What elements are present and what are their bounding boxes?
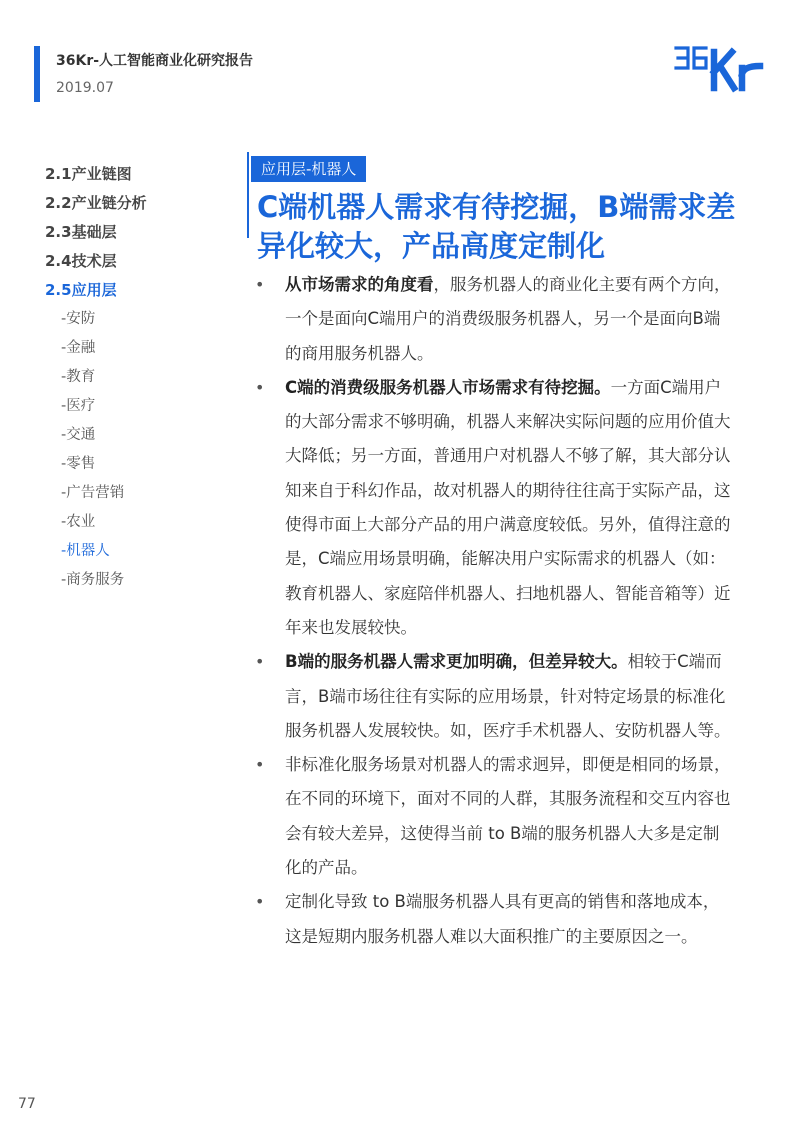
bullet-dot-icon: • xyxy=(255,377,265,397)
toc-item[interactable]: 2.2产业链分析 xyxy=(45,194,147,212)
bullet-body-text: 非标准化服务场景对机器人的需求迥异，即便是相同的场景，在不同的环境下，面对不同的人群，其服务流程和交互内容也会有较大差异，这使得当前 to B端的服务机器人大多是定制化的产品。 xyxy=(285,755,731,878)
page-number: 77 xyxy=(18,1096,36,1112)
toc-item[interactable]: -交通 xyxy=(61,427,96,443)
table-of-contents xyxy=(45,160,225,595)
report-title: 36Kr-人工智能商业化研究报告 xyxy=(56,53,254,69)
bullet-body-text: 定制化导致 to B端服务机器人具有更高的销售和落地成本，这是短期内服务机器人难以大面积推广的主要原因之一。 xyxy=(285,892,720,946)
section-accent-line xyxy=(247,152,249,238)
bullet-body-text: 一方面C端用户的大部分需求不够明确，机器人来解决实际问题的应用价值大大降低；另一方面，普通用户对机器人不够了解，其大部分认知来自于科幻作品，故对机器人的期待往往高于实际产品，这使得市面上大部分产品的用户满意度较低。另外，值得注意的是，C端应用场景明确，能解决用户实际需求的机器人（如：教育机器人、家庭陪伴机器人、扫地机器人、智能音箱等）近年来也发展较快。 xyxy=(285,377,731,637)
brand-logo xyxy=(672,38,772,98)
bullet-dot-icon: • xyxy=(255,755,265,775)
toc-item[interactable]: 2.1产业链图 xyxy=(45,165,132,183)
bullet-item xyxy=(255,371,735,645)
toc-item[interactable]: -零售 xyxy=(61,456,96,472)
bullet-lead-text: 从市场需求的角度看 xyxy=(285,275,434,294)
toc-item[interactable]: -安防 xyxy=(61,311,96,327)
bullet-dot-icon: • xyxy=(255,652,265,672)
bullet-body-text: ，服务机器人的商业化主要有两个方向，一个是面向C端用户的消费级服务机器人，另一个是面向B端的商用服务机器人。 xyxy=(285,275,731,363)
bullet-item xyxy=(255,645,735,748)
toc-item[interactable]: -医疗 xyxy=(61,398,96,414)
bullet-body-text: 相较于C端而言，B端市场往往有实际的应用场景，针对特定场景的标准化服务机器人发展较快。如，医疗手术机器人、安防机器人等。 xyxy=(285,652,731,740)
report-date: 2019.07 xyxy=(56,80,114,96)
toc-item[interactable]: -金融 xyxy=(61,340,96,356)
bullet-item xyxy=(255,268,735,371)
toc-item[interactable]: 2.5应用层 xyxy=(45,281,117,299)
body-bullet-list xyxy=(255,268,735,954)
toc-item[interactable]: -教育 xyxy=(61,369,96,385)
bullet-lead-text: C端的消费级服务机器人市场需求有待挖掘。 xyxy=(285,377,611,397)
toc-item[interactable]: 2.3基础层 xyxy=(45,223,117,241)
toc-item[interactable]: -广告营销 xyxy=(61,485,125,501)
page-headline: C端机器人需求有待挖掘，B端需求差异化较大，产品高度定制化 xyxy=(257,190,736,263)
bullet-dot-icon: • xyxy=(255,892,265,912)
section-tag: 应用层-机器人 xyxy=(251,156,366,182)
bullet-lead-text: B端的服务机器人需求更加明确，但差异较大。 xyxy=(285,652,628,672)
toc-item[interactable]: -农业 xyxy=(61,514,96,530)
toc-item[interactable]: 2.4技术层 xyxy=(45,252,117,270)
toc-item[interactable]: -商务服务 xyxy=(61,572,125,588)
bullet-item xyxy=(255,748,735,885)
bullet-dot-icon: • xyxy=(255,275,265,294)
toc-item[interactable]: -机器人 xyxy=(61,543,110,559)
header-accent-bar xyxy=(34,46,40,102)
bullet-item xyxy=(255,885,735,954)
